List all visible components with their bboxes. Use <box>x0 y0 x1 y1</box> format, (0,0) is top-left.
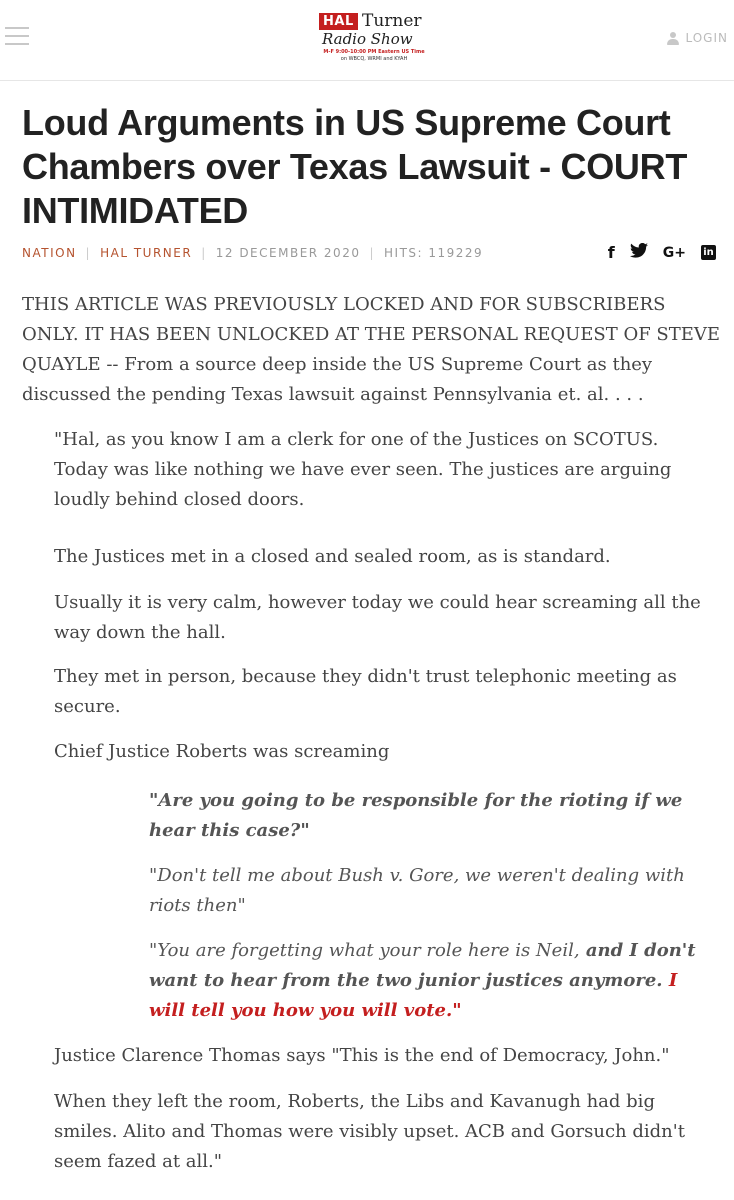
quote-paragraph: The Justices met in a closed and sealed room, as is standard. <box>54 546 611 567</box>
top-bar <box>0 0 734 81</box>
linkedin-icon[interactable]: in <box>701 245 716 260</box>
site-logo[interactable] <box>319 12 439 72</box>
user-icon <box>667 32 679 45</box>
hit-count: HITS: 119229 <box>384 246 484 260</box>
category-link[interactable]: NATION <box>22 246 77 260</box>
login-label: LOGIN <box>685 31 728 45</box>
article-intro: THIS ARTICLE WAS PREVIOUSLY LOCKED AND FOR SUBSCRIBERS ONLY. IT HAS BEEN UNLOCKED AT THE PERSONAL REQUEST OF STEVE QUAYLE -- From a source deep inside the US Supreme Court as they discussed the pending Texas lawsuit against Pennsylvania et. al. . . . <box>22 294 721 405</box>
meta-separator: | <box>85 246 92 260</box>
twitter-icon[interactable] <box>630 243 648 262</box>
logo-hal: HAL <box>319 13 358 30</box>
quote-paragraph: Usually it is very calm, however today we could hear screaming all the way down the hall. <box>54 592 701 643</box>
quote-3-part-c: I will tell you how you will vote." <box>149 970 678 1021</box>
logo-schedule: M-F 9:00-10:00 PM Eastern US Time <box>323 49 425 55</box>
logo-stations: on WBCQ, WRMI and KYAH <box>340 56 408 62</box>
quote-3-part-b: and I don't want to hear from the two junior justices anymore. <box>149 940 696 991</box>
roberts-quote-2: "Don't tell me about Bush v. Gore, we weren't dealing with riots then" <box>149 865 685 916</box>
quote-paragraph: Justice Clarence Thomas says "This is the end of Democracy, John." <box>54 1045 670 1066</box>
facebook-icon[interactable]: f <box>607 243 615 262</box>
roberts-quote-1: "Are you going to be responsible for the rioting if we hear this case?" <box>149 790 683 841</box>
author-link[interactable]: HAL TURNER <box>100 246 193 260</box>
meta-separator: | <box>201 246 207 260</box>
google-plus-icon[interactable]: G+ <box>662 244 686 261</box>
meta-separator: | <box>369 246 376 260</box>
logo-turner: Turner <box>362 11 422 31</box>
publish-date: 12 DECEMBER 2020 <box>215 246 361 260</box>
quote-paragraph: They met in person, because they didn't trust telephonic meeting as secure. <box>54 666 677 717</box>
hamburger-menu-icon[interactable] <box>5 27 29 47</box>
quote-paragraph: When they left the room, Roberts, the Libs and Kavanugh had big smiles. Alito and Thomas were visibly upset. ACB and Gorsuch didn't seem fazed at all." <box>54 1091 685 1172</box>
article-meta <box>22 244 483 262</box>
quote-3-part-a: "You are forgetting what your role here is Neil, <box>149 940 580 961</box>
quote-paragraph: "Hal, as you know I am a clerk for one of the Justices on SCOTUS. Today was like nothing we have ever seen. The justices are arguing loudly behind closed doors. <box>54 429 672 510</box>
article-title: Loud Arguments in US Supreme Court Chambers over Texas Lawsuit - COURT INTIMIDATED <box>22 102 688 231</box>
logo-radio-show: Radio Show <box>322 30 413 48</box>
roberts-quote-3 <box>149 936 714 1026</box>
share-buttons <box>608 243 716 262</box>
login-button[interactable] <box>667 31 728 45</box>
quote-paragraph: Chief Justice Roberts was screaming <box>54 741 390 762</box>
